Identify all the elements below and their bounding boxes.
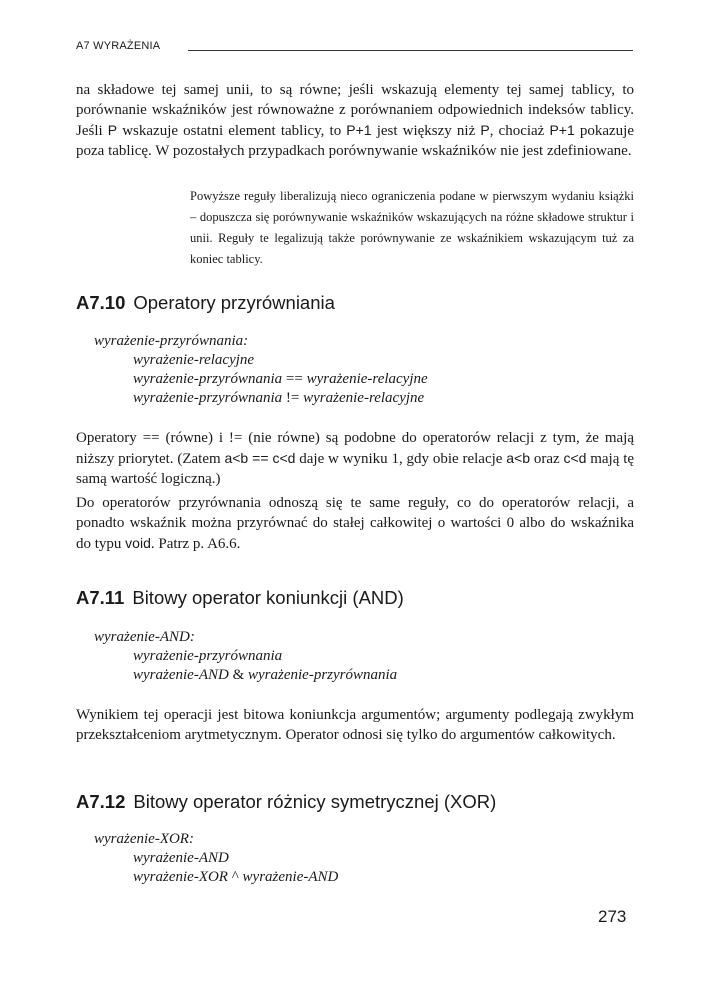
paragraph-pointer-comparison: na składowe tej samej unii, to są równe; jeśli wskazują elementy tej samej tablicy, to porównanie wskaźników jest równoważne z porównaniem odpowiednich indeksów tablicy. Jeśli P wskazuje ostatni element tablicy, to P+1 jest większy niż P, chociaż P+1 pokazuje poza tablicę. W pozostałych przypadkach porównywanie wskaźników nie jest zdefiniowane. bbox=[76, 82, 635, 159]
grammar-line: wyrażenie-przyrównania bbox=[133, 648, 283, 664]
section-heading-a7-10: A7.10 Operatory przyrówniania bbox=[76, 292, 335, 313]
running-head: A7 WYRAŻENIA bbox=[76, 40, 161, 52]
code-void: void bbox=[125, 535, 151, 551]
grammar-line: wyrażenie-przyrównania == wyrażenie-relacyjne bbox=[133, 371, 428, 387]
code-P-plus-1: P+1 bbox=[346, 122, 372, 138]
header-rule bbox=[188, 50, 633, 51]
code-expression: a<b == c<d bbox=[224, 450, 296, 466]
paragraph-and-description: Wynikiem tej operacji jest bitowa koniunkcja argumentów; argumenty podlegają zwykłym przekształceniom arytmetycznym. Operator odnosi się tylko do argumentów całkowitych. bbox=[76, 707, 634, 743]
paragraph-equality-rules: Do operatorów przyrównania odnoszą się te same reguły, co do operatorów relacji, a ponadto wskaźnik można przyrównać do stałej całkowitej o wartości 0 albo do wskaźnika do typu void. Patrz p. A6.6. bbox=[76, 495, 634, 552]
code-expression: a<b bbox=[506, 450, 531, 466]
grammar-line: wyrażenie-XOR ^ wyrażenie-AND bbox=[133, 869, 339, 885]
paragraph-equality-operators: Operatory == (równe) i != (nie równe) są podobne do operatorów relacji z tym, że mają niższy priorytet. (Zatem a<b == c<d daje w wyniku 1, gdy obie relacje a<b oraz c<d mają tę samą wartość logiczną.) bbox=[76, 430, 635, 487]
grammar-head-equality: wyrażenie-przyrównania: bbox=[94, 333, 249, 349]
code-expression: c<d bbox=[563, 450, 587, 466]
section-heading-a7-12: A7.12 Bitowy operator różnicy symetrycznej (XOR) bbox=[76, 791, 497, 812]
code-P: P bbox=[480, 122, 490, 138]
grammar-head-and: wyrażenie-AND: bbox=[94, 629, 195, 645]
note-paragraph: Powyższe reguły liberalizują nieco ograniczenia podane w pierwszym wydaniu książki – dopuszcza się porównywanie wskaźników wskazujących na różne składowe struktur i unii. Reguły te legalizują także porównywanie ze wskaźnikiem wskazującym tuż za koniec tablicy. bbox=[190, 189, 634, 266]
code-P-plus-1: P+1 bbox=[549, 122, 575, 138]
grammar-line: wyrażenie-przyrównania != wyrażenie-relacyjne bbox=[133, 390, 425, 406]
grammar-line: wyrażenie-AND & wyrażenie-przyrównania bbox=[133, 667, 398, 683]
grammar-line: wyrażenie-AND bbox=[133, 850, 229, 866]
page-number: 273 bbox=[598, 907, 627, 926]
grammar-line: wyrażenie-relacyjne bbox=[133, 352, 255, 368]
grammar-head-xor: wyrażenie-XOR: bbox=[94, 831, 194, 847]
code-P: P bbox=[107, 122, 118, 138]
section-heading-a7-11: A7.11 Bitowy operator koniunkcji (AND) bbox=[76, 587, 404, 608]
